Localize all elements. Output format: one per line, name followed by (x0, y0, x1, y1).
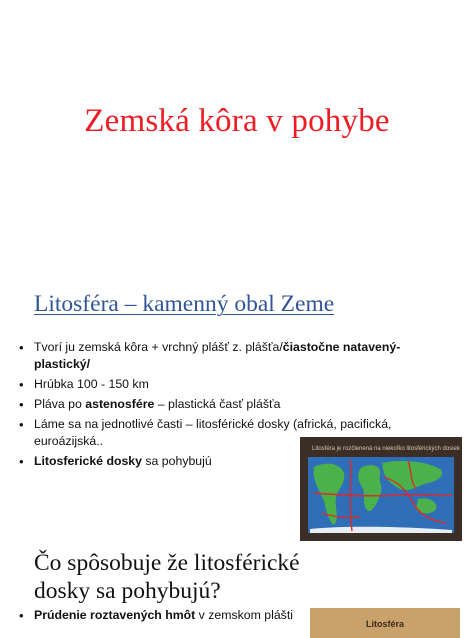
bullet-bold-text: Litosferické dosky (34, 454, 142, 468)
bullet-text: sa pohybujú (141, 454, 212, 468)
bullet-text: Tvorí ju zemská kôra + vrchný plášť z. plášťa/ (34, 340, 283, 354)
bullet-text: v zemskom plášti (195, 608, 293, 622)
slide-title (0, 0, 474, 262)
bullet-text: Láme sa na jednotlivé časti – litosférické dosky (africká, pacifická, euroázijská.. (34, 417, 392, 448)
list-item (19, 607, 319, 624)
bullet-bold-text: / (86, 357, 91, 371)
list-item (19, 339, 439, 373)
pohyb-bullet-list (19, 607, 319, 624)
bullet-text: Pláva po (34, 397, 86, 411)
thumbnail-label: Litosféra (365, 619, 404, 629)
bullet-text: – plastická časť plášťa (154, 397, 281, 411)
map-caption: Litosféra je rozčlenená na niekoľko litosférických dosiek (312, 446, 460, 452)
litosfera-heading (34, 291, 334, 318)
bullet-bold-text: Prúdenie roztavených hmôt (34, 608, 196, 622)
litosfera-thumbnail-image (310, 608, 460, 638)
pohyb-heading: Čo spôsobuje že litosférické dosky sa pohybujú? (34, 550, 300, 604)
list-item (19, 396, 439, 413)
list-item (19, 376, 439, 393)
world-map-graphic (300, 437, 462, 541)
slide-title-text: Zemská kôra v pohybe (84, 103, 390, 139)
bullet-text: Hrúbka 100 - 150 km (34, 377, 149, 391)
tectonic-plates-map-image (300, 437, 462, 541)
bullet-bold-text: astenosfére (85, 397, 155, 411)
litosfera-heading-text: Litosféra – kamenný obal Zeme (34, 291, 335, 317)
bullet-bold-text: čiastočne natavený-plastický (34, 340, 401, 371)
